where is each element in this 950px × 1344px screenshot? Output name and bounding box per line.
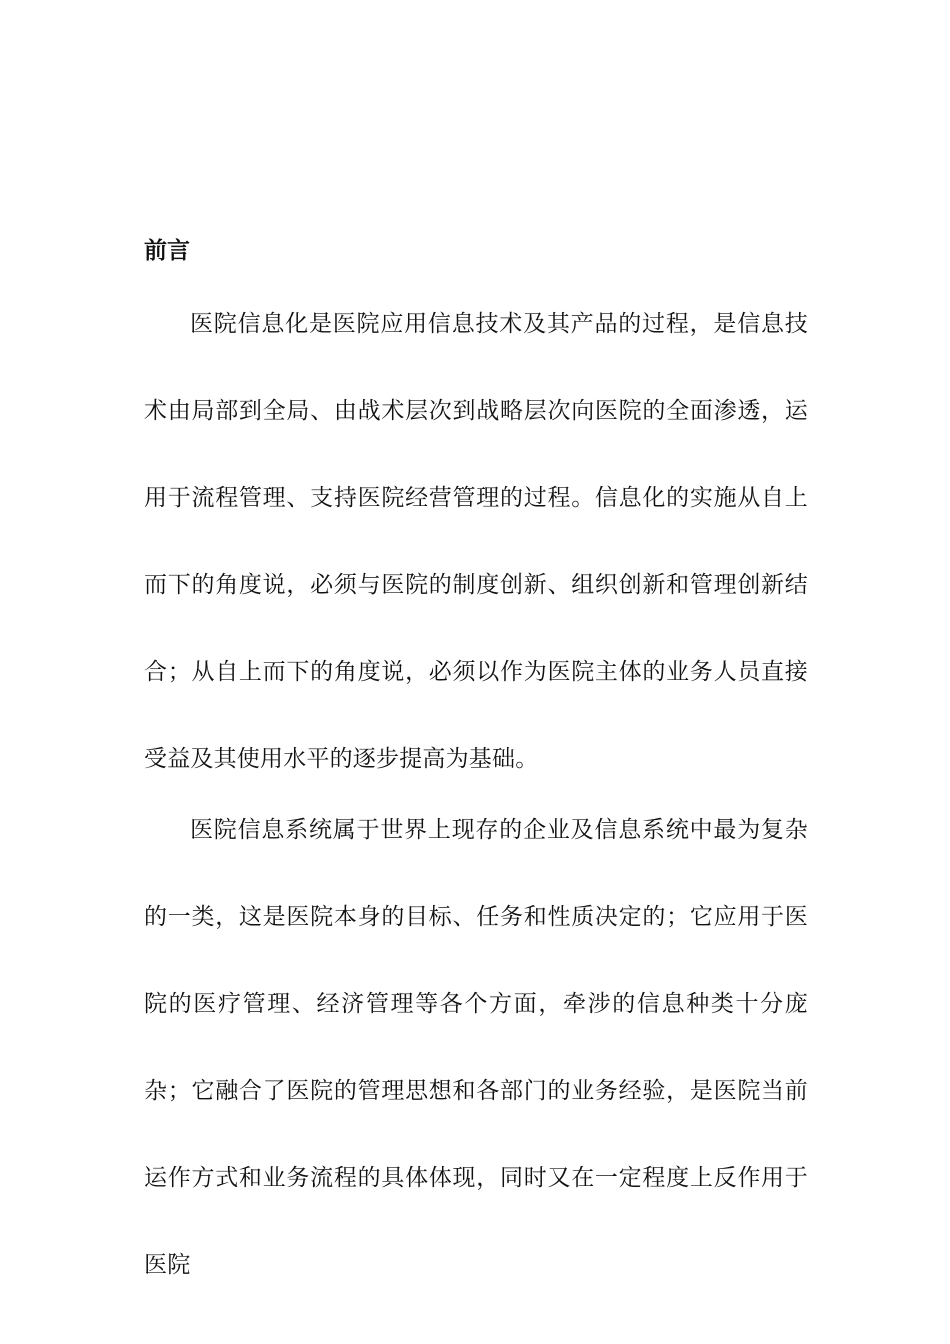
paragraph-2: 医院信息系统属于世界上现存的企业及信息系统中最为复杂的一类，这是医院本身的目标、任务和性质决定的；它应用于医院的医疗管理、经济管理等各个方面，牵涉的信息种类十分庞杂；它融合了医院的管理思想和各部门的业务经验，是医院当前运作方式和业务流程的具体体现，同时又在一定程度上反作用于医院: [144, 817, 808, 1278]
section-heading: 前言: [144, 238, 190, 264]
paragraph-1: 医院信息化是医院应用信息技术及其产品的过程，是信息技术由局部到全局、由战术层次到战略层次向医院的全面渗透，运用于流程管理、支持医院经营管理的过程。信息化的实施从自上而下的角度说，必须与医院的制度创新、组织创新和管理创新结合；从自上而下的角度说，必须以作为医院主体的业务人员直接受益及其使用水平的逐步提高为基础。: [144, 311, 808, 772]
